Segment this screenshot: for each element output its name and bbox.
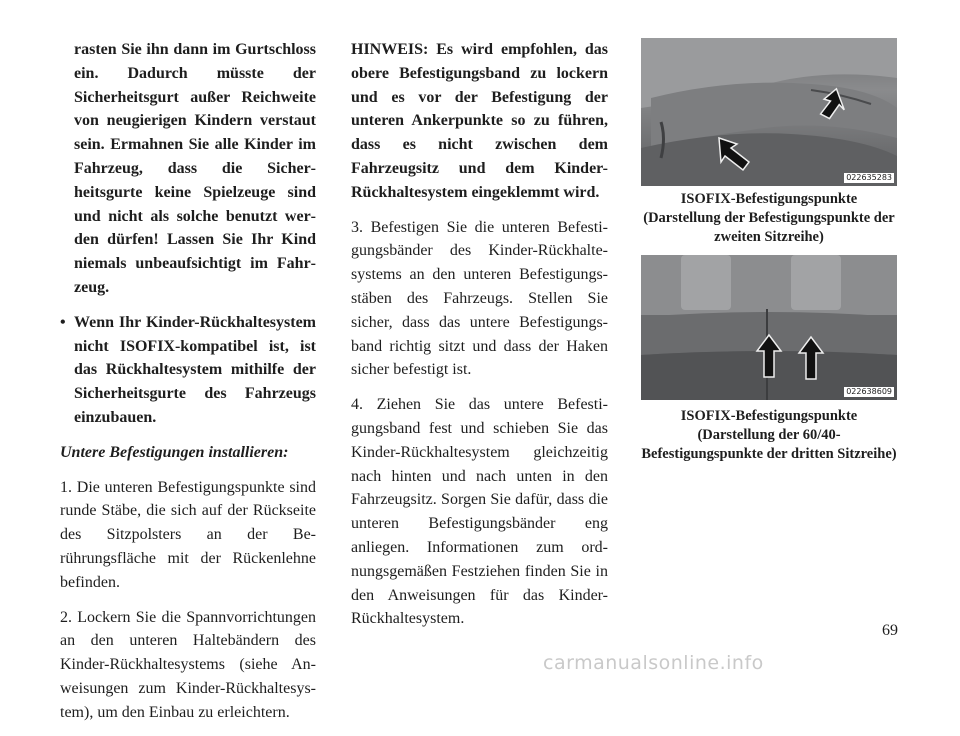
bullet-symbol: • [60,313,66,331]
left-column [60,38,316,736]
caption-title: ISOFIX-Befestigungspunkte [680,191,858,207]
image-code: 022638609 [846,387,892,396]
caption-detail: (Darstellung der 60/40-Befestigungspunkte der dritten Sitzreihe) [641,427,897,462]
caption-title: ISOFIX-Befestigungspunkte [680,408,858,424]
step-1: 1. Die unteren Befestigungspunkte sind runde Stäbe, die sich auf der Rückseite des Sitzpolsters an der Berührungsfläche mit der Rückenlehne befinden. [60,478,316,591]
caption-detail: (Darstellung der Befestigungspunkte der zweiten Sitzreihe) [643,210,895,245]
warning-continuation: rasten Sie ihn dann im Gurtschloss ein. Dadurch müsste der Sicherheitsgurt außer Reichweite von neugierigen Kindern verstaut sein. Ermahnen Sie alle Kinder im Fahrzeug, dass die Sicherheitsgurte keine Spielzeuge sind und nicht als solche benutzt werden dürfen! Lassen Sie Ihr Kind niemals unbeaufsichtigt im Fahrzeug. [74,41,316,296]
step-4: 4. Ziehen Sie das untere Befestigungsband fest und schieben Sie das Kinder-Rückhaltesystem gleichzeitig nach hinten und nach unten in den Fahrzeugsitz. Sorgen Sie dafür, dass die unteren Befestigungsbänder eng anliegen. Informationen zum ordnungsgemäßen Festziehen finden Sie in den Anweisungen für das Kinder-Rückhaltesystem. [351,396,608,628]
seat-photo-third-row [641,255,897,400]
seat-illustration-2 [641,255,897,400]
note-paragraph: HINWEIS: Es wird empfohlen, das obere Befestigungsband zu lockern und es vor der Befestigung der unteren Ankerpunkte so zu führen, dass es nicht zwischen dem Fahrzeugsitz und dem Kinder-Rückhaltesystem eingeklemmt wird. [351,41,608,201]
image-code: 022635283 [846,173,892,182]
page-number: 69 [882,622,898,639]
bullet-text: Wenn Ihr Kinder-Rückhaltesystem nicht ISOFIX-kompatibel ist, ist das Rückhaltesystem mithilfe der Sicherheitsgurte des Fahrzeugs einzubauen. [74,313,316,426]
step-3: 3. Befestigen Sie die unteren Befestigungsbänder des Kinder-Rückhaltesystems an den unteren Befestigungsstäben des Fahrzeugs. Stellen Sie sicher, dass das untere Befestigungsband richtig sitzt und dass der Haken sicher befestigt ist. [351,218,608,379]
middle-column [351,38,608,642]
seat-photo-second-row [641,38,897,186]
section-heading: Untere Befestigungen installieren: [60,443,289,461]
bullet-item [60,311,316,430]
watermark: carmanualsonline.info [543,652,764,674]
step-2: 2. Lockern Sie die Spannvorrichtungen an den unteren Haltebändern des Kinder-Rückhaltesystems (siehe Anweisungen zum Kinder-Rückhaltesystem), um den Einbau zu erleichtern. [60,608,316,721]
figure-2-caption [641,407,897,464]
seat-illustration-1 [641,38,897,186]
figure-1-caption [641,190,897,247]
